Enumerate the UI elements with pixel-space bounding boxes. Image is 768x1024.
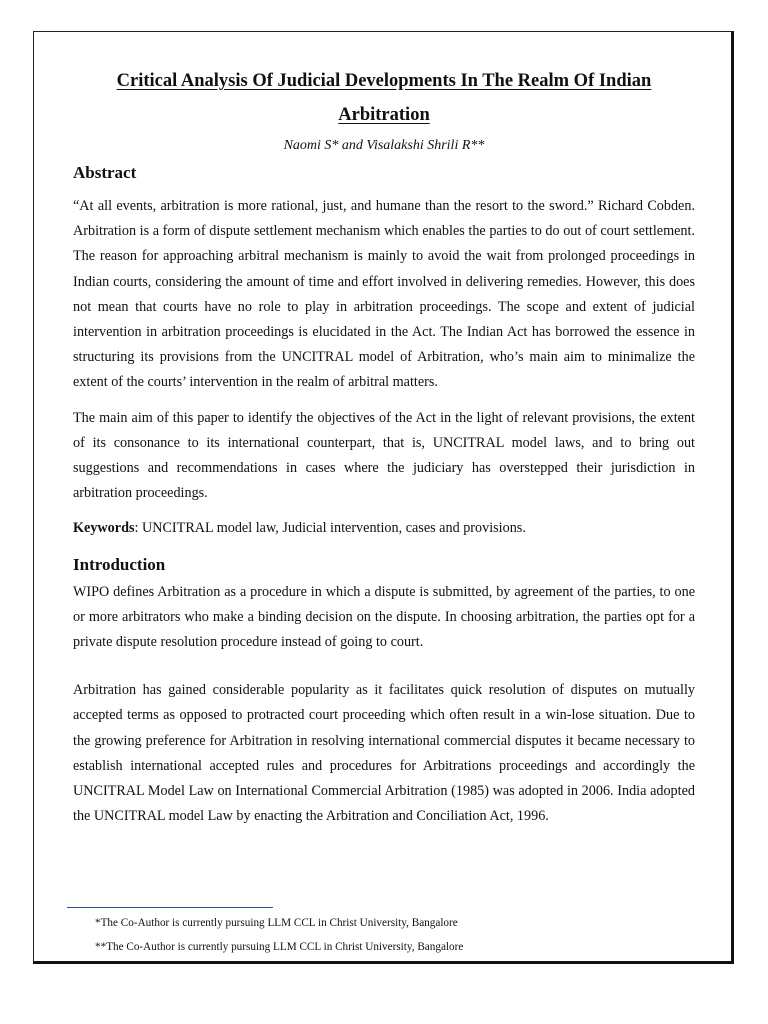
introduction-paragraph-2: Arbitration has gained considerable popularity as it facilitates quick resolution of disputes on mutually accepted terms as opposed to protracted court proceeding which often result in a win-lose situation. Due to the growing preference for Arbitration in resolving international commercial disputes it became necessary to establish international accepted rules and procedures for Arbitrations proceedings and accordingly the UNCITRAL Model Law on International Commercial Arbitration (1985) was adopted in 2006. India adopted the UNCITRAL model Law by enacting the Arbitration and Conciliation Act, 1996.: [73, 682, 695, 825]
keywords-label: Keywords: [73, 520, 135, 537]
abstract-paragraph-2: The main aim of this paper to identify the objectives of the Act in the light of relevant provisions, the extent of its consonance to its international counterpart, that is, UNCITRAL model laws, and to bring out suggestions and recommendations in cases where the judiciary has overstepped their jurisdiction in arbitration proceedings.: [73, 409, 695, 502]
footnote-1: *The Co-Author is currently pursuing LLM CCL in Christ University, Bangalore: [95, 917, 458, 929]
keywords: [73, 516, 695, 541]
abstract-paragraph-1: “At all events, arbitration is more rational, just, and humane than the resort to the sword.” Richard Cobden. Arbitration is a form of dispute settlement mechanism which enables the parties to do out of court settlement. The reason for approaching arbitral mechanism is mainly to avoid the wait from prolonged proceedings in Indian courts, considering the amount of time and effort involved in delivering remedies. However, this does not mean that courts have no role to play in arbitration proceedings. The scope and extent of judicial intervention in arbitration proceedings is elucidated in the Act. The Indian Act has borrowed the essence in structuring its provisions from the UNCITRAL model of Arbitration, who’s main aim to minimalize the extent of the courts’ intervention in the realm of arbitral matters.: [73, 198, 695, 391]
keywords-text: : UNCITRAL model law, Judicial intervention, cases and provisions.: [134, 520, 526, 537]
paper-title: [73, 64, 695, 132]
introduction-heading: Introduction: [73, 554, 166, 574]
footnote-2: **The Co-Author is currently pursuing LLM CCL in Christ University, Bangalore: [95, 941, 464, 953]
abstract-heading: Abstract: [73, 163, 137, 182]
footnotes: [95, 911, 695, 959]
introduction-paragraph-1: WIPO defines Arbitration as a procedure in which a dispute is submitted, by agreement of the parties, to one or more arbitrators who make a binding decision on the dispute. In choosing arbitration, the parties opt for a private dispute resolution procedure instead of going to court.: [73, 583, 695, 651]
title-line-2: Arbitration: [338, 105, 430, 125]
authors: Naomi S* and Visalakshi Shrili R**: [283, 138, 485, 153]
paper-content: [73, 64, 695, 829]
footnote-rule: [67, 907, 273, 908]
title-line-1: Critical Analysis Of Judicial Developments In The Realm Of Indian: [116, 71, 652, 91]
